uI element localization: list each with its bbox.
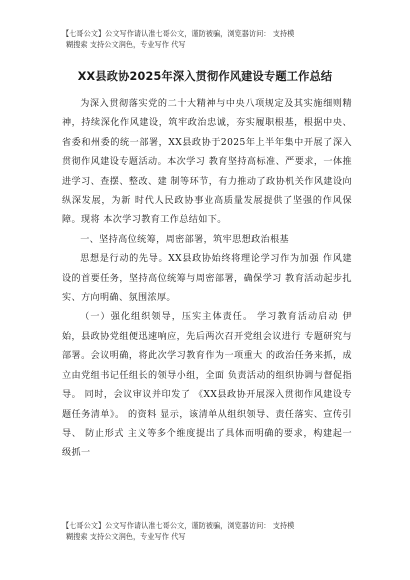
document-title: XX县政协2025年深入贯彻作风建设专题工作总结 xyxy=(77,70,333,83)
document-body xyxy=(62,95,352,464)
paragraph-intro: 为深入贯彻落实党的二十大精神与中央八项规定及其实施细则精神，持续深化作风建设，筑牢政治忠诚，夯实履职根基，根据中央、省委和州委的统一部署，XX县政协于2025年上半年集中开展了深入贯彻作风建设专题活动。本次学习 教育坚持高标准、严要求，一体推进学习、查摆、整改、建 制等环节，有力推动了政协机关作风建设向纵深发展，为新 时代人民政协事业高质量发展提供了坚强的作风保障。现将 本次学习教育工作总结如下。 xyxy=(62,99,352,226)
footer-line-2: 糊搜索 支持公文润色，专业写作 代写 xyxy=(66,532,186,541)
header-watermark xyxy=(62,28,362,50)
footer-watermark xyxy=(62,520,362,542)
paragraph-subsection-1: （一）强化组织领导，压实主体责任。 学习教育活动启动 伊始，县政协党组便迅速响应，先后两次召开党组会议进行 专题研究与部署。会议明确，将此次学习教育作为一项重大 的政治任务来抓，成立由党组书记任组长的领导小组，全面 负责活动的组织协调与督促指导。 同时，会议审议并印发了 《XX县政协开展深入贯彻作风建设专题任务清单》。 的资料 显示，该清单从组织领导、责任落实、宣传引导、 防止形式 主义等多个维度提出了具体而明确的要求，构建起一级抓一 xyxy=(62,312,352,459)
footer-line-1: 【七哥公文】公文写作请认准七哥公文，谨防被骗，浏览器访问： 支持模 xyxy=(62,521,295,530)
header-line-2: 糊搜索 支持公文润色，专业写作 代写 xyxy=(66,40,186,49)
paragraph-section-1: 思想是行动的先导。XX县政协始终将理论学习作为加强 作风建设的首要任务，坚持高位统筹与周密部署，确保学习 教育活动起步扎实、方向明确、氛围浓厚。 xyxy=(62,254,352,304)
header-line-1: 【七哥公文】公文写作请认准七哥公文，谨防被骗，浏览器访问： 支持模 xyxy=(62,29,295,38)
section-heading-1: 一、坚持高位统筹，周密部署，筑牢思想政治根基 xyxy=(80,234,290,245)
